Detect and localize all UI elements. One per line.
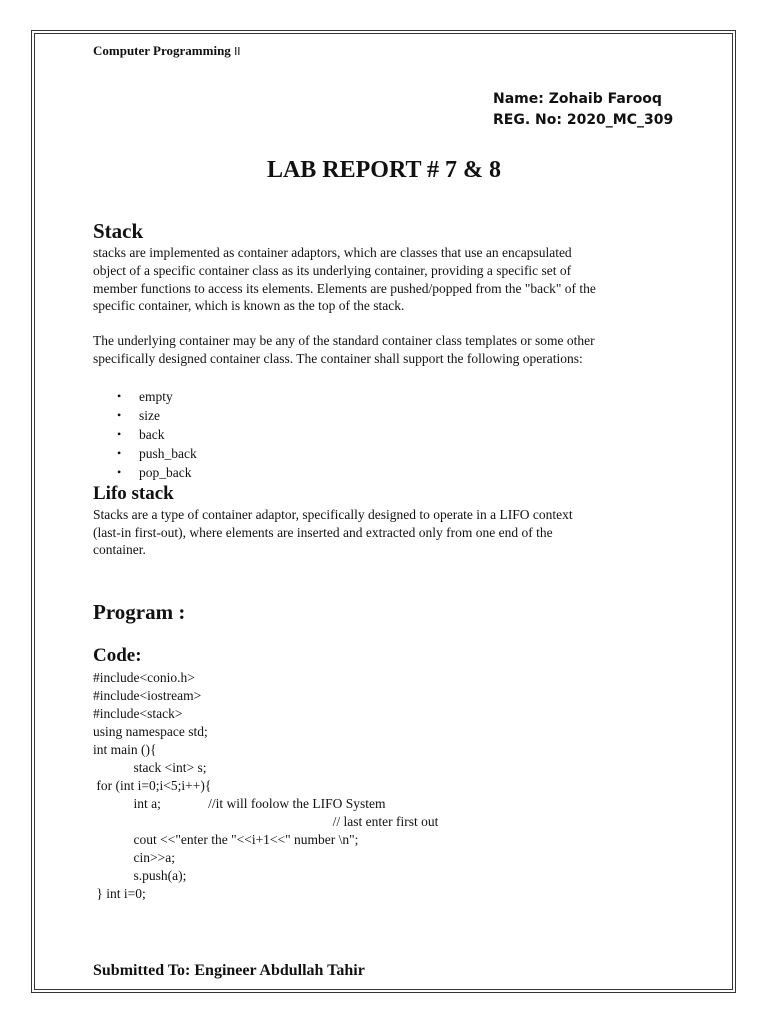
code-line: } int i=0; [93,886,146,902]
lifo-paragraph: Stacks are a type of container adaptor, specifically designed to operate in a LIFO context (last-in first-out), where elements are inserted and extracted only from one end of the container. [93,506,573,558]
code-line: s.push(a); [93,868,187,884]
course-number: II [234,45,241,58]
operations-list [93,387,683,482]
code-line: // last enter first out [93,814,439,830]
code-line: using namespace std; [93,724,208,740]
bullet-icon: • [117,388,122,403]
program-heading: Program : [93,600,186,625]
list-item: • pop_back [117,464,192,480]
code-line: stack <int> s; [93,760,207,776]
code-line: #include<conio.h> [93,670,195,686]
student-info [493,89,673,131]
code-line: int a; //it will foolow the LIFO System [93,796,386,812]
code-block [93,669,683,903]
course-title: Computer Programming [93,43,231,58]
page-title: LAB REPORT # 7 & 8 [266,157,502,183]
report-body [93,218,683,903]
list-item: • empty [117,388,173,404]
bullet-icon: • [117,426,122,441]
bullet-icon: • [117,407,122,422]
list-item: • push_back [117,445,197,461]
student-reg: REG. No: 2020_MC_309 [493,112,674,128]
stack-paragraph-2: The underlying container may be any of the standard container class templates or some other specifically designed container class. The container shall support the following operations: [93,333,595,366]
code-heading: Code: [93,645,142,667]
bullet-icon: • [117,464,122,479]
code-line: #include<stack> [93,706,183,722]
code-line: cin>>a; [93,850,175,866]
course-header [93,43,241,59]
bullet-icon: • [117,445,122,460]
stack-heading: Stack [93,219,144,243]
list-item: • size [117,407,160,423]
code-line: int main (){ [93,742,157,758]
code-line: #include<iostream> [93,688,202,704]
student-name: Name: Zohaib Farooq [493,91,662,107]
code-line: cout <<"enter the "<<i+1<<" number \n"; [93,832,359,848]
code-line: for (int i=0;i<5;i++){ [93,778,212,794]
submitted-to: Submitted To: Engineer Abdullah Tahir [93,962,365,979]
list-item: • back [117,426,165,442]
stack-paragraph-1: stacks are implemented as container adaptors, which are classes that use an encapsulated object of a specific container class as its underlying container, providing a specific set of member functions to access its elements. Elements are pushed/popped from the "back" of the specific container, which is known as the top of the stack. [93,245,596,314]
lifo-heading: Lifo stack [93,482,174,504]
